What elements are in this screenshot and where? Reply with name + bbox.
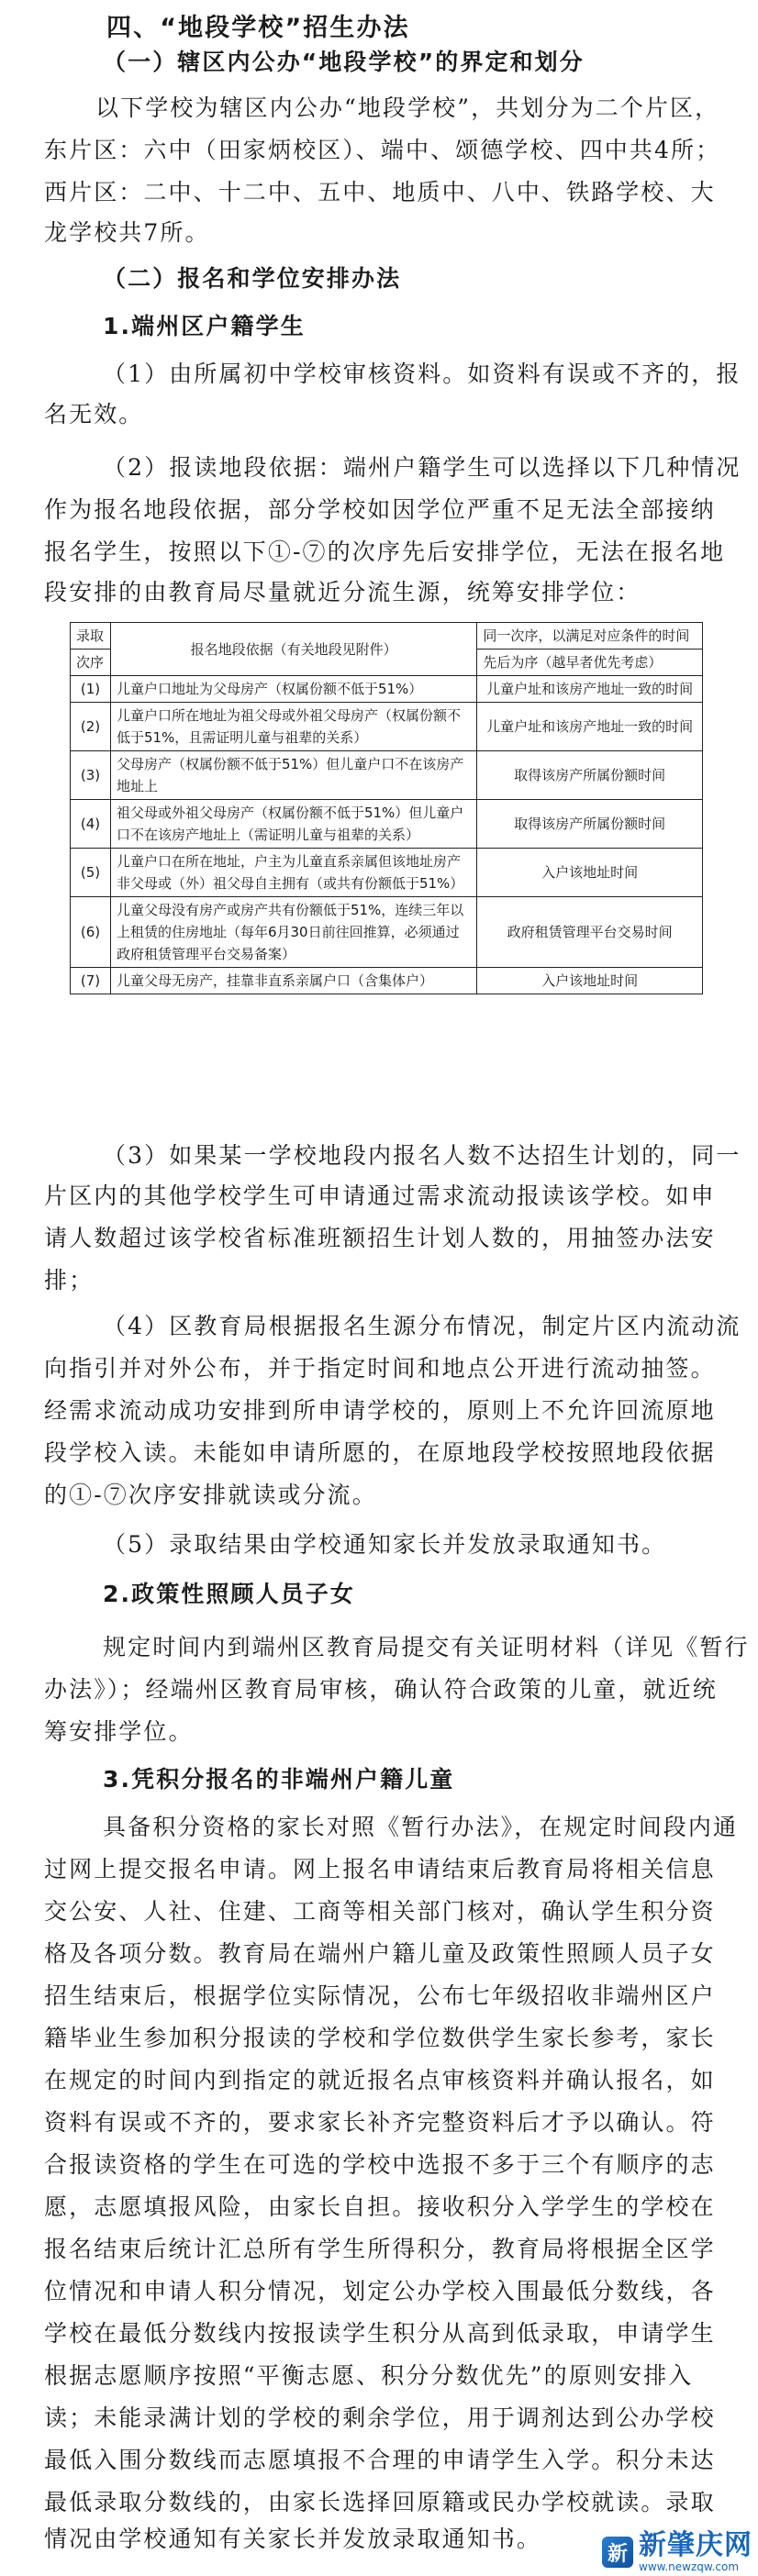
table-header-cell: 次序 bbox=[71, 650, 111, 676]
table-cell-basis: 祖父母或外祖父母房产（权属份额不低于51%）但儿童户口不在该房产地址上（需证明儿童与祖辈的关系） bbox=[110, 800, 476, 849]
paragraph-line: 格及各项分数。教育局在端州户籍儿童及政策性照顾人员子女 bbox=[44, 1940, 716, 1967]
section-title: 四、“地段学校”招生办法 bbox=[106, 14, 410, 42]
paragraph-line: 愿，志愿填报风险，由家长自担。接收积分入学学生的学校在 bbox=[44, 2193, 716, 2220]
paragraph-line: 片区内的其他学校学生可申请通过需求流动报读该学校。如申 bbox=[44, 1183, 716, 1209]
table-cell-priority: 取得该房产所属份额时间 bbox=[477, 751, 703, 800]
paragraph-line: 向指引并对外公布，并于指定时间和地点公开进行流动抽签。 bbox=[44, 1355, 716, 1382]
paragraph-line: 最低入围分数线而志愿填报不合理的申请学生入学。积分未达 bbox=[44, 2447, 716, 2473]
paragraph-line: （5）录取结果由学校通知家长并发放录取通知书。 bbox=[103, 1531, 667, 1558]
table-cell-basis: 儿童父母无房产，挂靠非直系亲属户口（含集体户） bbox=[110, 968, 476, 994]
subsection-title: （二）报名和学位安排办法 bbox=[103, 265, 402, 292]
paragraph-line: 学校在最低分数线内按报读学生积分从高到低录取，申请学生 bbox=[44, 2320, 716, 2347]
paragraph-line: 交公安、人社、住建、工商等相关部门核对，确认学生积分资 bbox=[44, 1898, 716, 1925]
paragraph-line: 龙学校共7所。 bbox=[44, 219, 210, 246]
subsection-title: （一）辖区内公办“地段学校”的界定和划分 bbox=[103, 49, 585, 75]
table-header-cell: 录取 bbox=[71, 623, 111, 650]
item-heading: 2.政策性照顾人员子女 bbox=[103, 1581, 355, 1607]
table-cell-order: (3) bbox=[71, 751, 111, 800]
paragraph-line: 报名结束后统计汇总所有学生所得积分，教育局将根据全区学 bbox=[44, 2236, 716, 2262]
paragraph-line: 东片区：六中（田家炳校区）、端中、颂德学校、四中共4所； bbox=[44, 137, 721, 163]
paragraph-line: 筹安排学位。 bbox=[44, 1718, 194, 1745]
table-cell-order: (7) bbox=[71, 968, 111, 994]
table-row bbox=[71, 800, 703, 849]
table-row bbox=[71, 897, 703, 968]
table-cell-order: (6) bbox=[71, 897, 111, 968]
table-cell-order: (2) bbox=[71, 703, 111, 751]
table-header-row bbox=[71, 623, 703, 650]
paragraph-line: 招生结束后，根据学位实际情况，公布七年级招收非端州区户 bbox=[44, 1982, 716, 2009]
table-row bbox=[71, 703, 703, 751]
watermark-text bbox=[639, 2529, 752, 2573]
table-cell-priority: 取得该房产所属份额时间 bbox=[477, 800, 703, 849]
table-cell-order: (1) bbox=[71, 676, 111, 703]
site-watermark bbox=[602, 2529, 752, 2573]
table-cell-basis: 儿童户口所在地址为祖父母或外祖父母房产（权属份额不低于51%，且需证明儿童与祖辈的关系） bbox=[110, 703, 476, 751]
watermark-title: 新肇庆网 bbox=[639, 2529, 752, 2561]
table-cell-basis: 父母房产（权属份额不低于51%）但儿童户口不在该房产地址上 bbox=[110, 751, 476, 800]
table-header-cell: 同一次序，以满足对应条件的时间 bbox=[477, 623, 703, 650]
paragraph-line: （3）如果某一学校地段内报名人数不达招生计划的，同一 bbox=[103, 1142, 741, 1169]
paragraph-line: 名无效。 bbox=[44, 401, 144, 427]
table-header-cell: 先后为序（越早者优先考虑） bbox=[477, 650, 703, 676]
paragraph-line: 位情况和申请人积分情况，划定公办学校入围最低分数线，各 bbox=[44, 2278, 716, 2304]
table-cell-order: (4) bbox=[71, 800, 111, 849]
table-row bbox=[71, 676, 703, 703]
paragraph-line: 规定时间内到端州区教育局提交有关证明材料（详见《暂行 bbox=[103, 1634, 750, 1660]
table-cell-basis: 儿童父母没有房产或房产共有份额低于51%，连续三年以上租赁的住房地址（每年6月30日前往回推算，必须通过政府租赁管理平台交易备案） bbox=[110, 897, 476, 968]
table-cell-basis: 儿童户口地址为父母房产（权属份额不低于51%） bbox=[110, 676, 476, 703]
paragraph-line: 段安排的由教育局尽量就近分流生源，统筹安排学位： bbox=[44, 579, 641, 605]
table-cell-priority: 儿童户址和该房产地址一致的时间 bbox=[477, 703, 703, 751]
table-cell-order: (5) bbox=[71, 849, 111, 897]
paragraph-line: 以下学校为辖区内公办“地段学校”，共划分为二个片区， bbox=[95, 94, 720, 121]
paragraph-line: （4）区教育局根据报名生源分布情况，制定片区内流动流 bbox=[103, 1313, 741, 1339]
paragraph-line: 排； bbox=[44, 1267, 95, 1294]
item-heading: 1.端州区户籍学生 bbox=[103, 313, 306, 339]
admission-order-table bbox=[70, 622, 703, 994]
watermark-url: www.newzqw.com bbox=[639, 2560, 740, 2573]
paragraph-line: 过网上提交报名申请。网上报名申请结束后教育局将相关信息 bbox=[44, 1856, 716, 1882]
paragraph-line: 经需求流动成功安排到所申请学校的，原则上不允许回流原地 bbox=[44, 1397, 716, 1424]
paragraph-line: 在规定的时间内到指定的就近报名点审核资料并确认报名，如 bbox=[44, 2067, 716, 2093]
paragraph-line: 合报读资格的学生在可选的学校中选报不多于三个有顺序的志 bbox=[44, 2151, 716, 2178]
paragraph-line: 办法》）；经端州区教育局审核，确认符合政策的儿童，就近统 bbox=[44, 1676, 718, 1703]
paragraph-line: 西片区：二中、十二中、五中、地质中、八中、铁路学校、大 bbox=[44, 179, 716, 205]
paragraph-line: 情况由学校通知有关家长并发放录取通知书。 bbox=[44, 2526, 542, 2552]
table-row bbox=[71, 849, 703, 897]
item-heading: 3.凭积分报名的非端州户籍儿童 bbox=[103, 1766, 455, 1793]
paragraph-line: 作为报名地段依据，部分学校如因学位严重不足无法全部接纳 bbox=[44, 496, 716, 523]
paragraph-line: 报名学生，按照以下①-⑦的次序先后安排学位，无法在报名地 bbox=[44, 539, 726, 565]
table-cell-priority: 政府租赁管理平台交易时间 bbox=[477, 897, 703, 968]
paragraph-line: 资料有误或不齐的，要求家长补齐完整资料后才予以确认。符 bbox=[44, 2109, 716, 2136]
paragraph-line: （2）报读地段依据：端州户籍学生可以选择以下几种情况 bbox=[103, 454, 741, 481]
site-logo-icon: 新 bbox=[602, 2537, 633, 2568]
paragraph-line: 请人数超过该学校省标准班额招生计划人数的，用抽签办法安 bbox=[44, 1225, 716, 1251]
paragraph-line: 最低录取分数线的，由家长选择回原籍或民办学校就读。录取 bbox=[44, 2489, 716, 2515]
paragraph-line: （1）由所属初中学校审核资料。如资料有误或不齐的，报 bbox=[103, 361, 741, 387]
paragraph-line: 读；未能录满计划的学校的剩余学位，用于调剂达到公办学校 bbox=[44, 2404, 716, 2431]
table-cell-priority: 入户该地址时间 bbox=[477, 849, 703, 897]
paragraph-line: 籍毕业生参加积分报读的学校和学位数供学生家长参考，家长 bbox=[44, 2025, 716, 2051]
paragraph-line: 具备积分资格的家长对照《暂行办法》，在规定时间段内通 bbox=[103, 1814, 739, 1840]
table-cell-priority: 儿童户址和该房产地址一致的时间 bbox=[477, 676, 703, 703]
paragraph-line: 的①-⑦次序安排就读或分流。 bbox=[44, 1482, 377, 1508]
paragraph-line: 段学校入读。未能如申请所愿的，在原地段学校按照地段依据 bbox=[44, 1439, 716, 1466]
paragraph-line: 根据志愿顺序按照“平衡志愿、积分分数优先”的原则安排入 bbox=[44, 2362, 694, 2389]
table-cell-priority: 入户该地址时间 bbox=[477, 968, 703, 994]
table-row bbox=[71, 968, 703, 994]
table-header-cell: 报名地段依据（有关地段见附件） bbox=[110, 623, 476, 676]
table-row bbox=[71, 751, 703, 800]
table-cell-basis: 儿童户口在所在地址，户主为儿童直系亲属但该地址房产非父母或（外）祖父母自主拥有（或共有份额低于51%） bbox=[110, 849, 476, 897]
